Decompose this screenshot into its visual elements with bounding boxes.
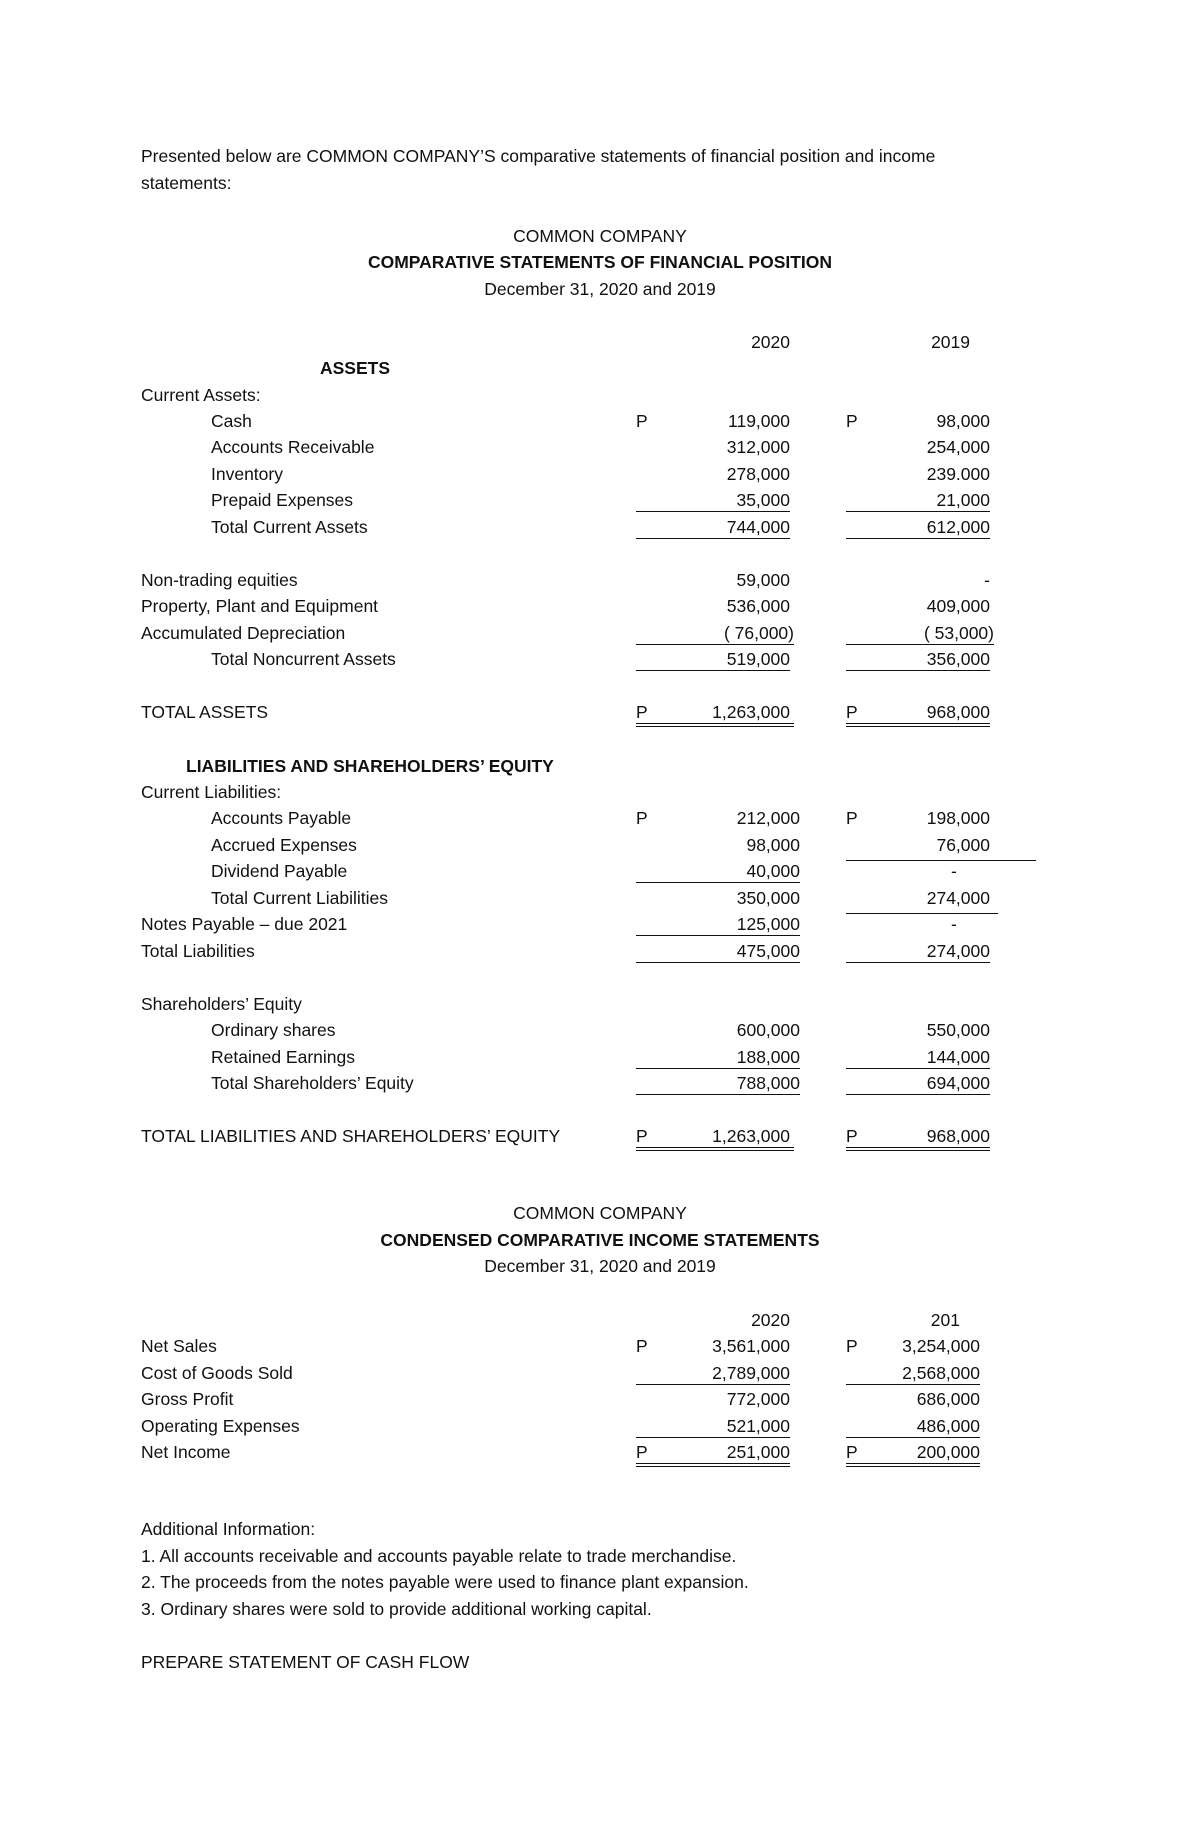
os-label: Ordinary shares [211, 1020, 336, 1040]
accrued-2020: 98,000 [746, 835, 800, 855]
accdep-label: Accumulated Depreciation [141, 623, 346, 643]
is-company: COMMON COMPANY [513, 1203, 687, 1223]
ns-label: Net Sales [141, 1336, 217, 1356]
inventory-2020: 278,000 [726, 464, 790, 484]
task-instruction: PREPARE STATEMENT OF CASH FLOW [141, 1652, 470, 1672]
assets-heading: ASSETS [320, 358, 391, 378]
tlse-2019-cell [846, 1125, 990, 1151]
tl-label: Total Liabilities [141, 941, 255, 961]
ap-2019: 198,000 [926, 808, 990, 828]
divpay-2019: - [951, 861, 957, 881]
tnca-2020: 519,000 [636, 648, 790, 671]
peso-sign: P [636, 1442, 648, 1462]
gp-2020: 772,000 [726, 1389, 790, 1409]
ar-2019: 254,000 [926, 437, 990, 457]
np-2019: - [951, 914, 957, 934]
ta-2019-cell [846, 701, 990, 727]
ns-2019: 3,254,000 [902, 1336, 980, 1356]
is-col-2020: 2020 [751, 1310, 790, 1330]
ppe-2019: 409,000 [926, 596, 990, 616]
tlse-label: TOTAL LIABILITIES AND SHAREHOLDERS’ EQUITY [141, 1126, 561, 1146]
additional-heading: Additional Information: [141, 1519, 316, 1539]
peso-sign: P [636, 702, 648, 722]
se-label: Shareholders’ Equity [141, 994, 302, 1014]
accdep-2019: ( 53,000) [846, 622, 994, 645]
tlse-2019: 968,000 [926, 1126, 990, 1146]
is-title: CONDENSED COMPARATIVE INCOME STATEMENTS [380, 1230, 820, 1250]
intro-line-1: Presented below are COMMON COMPANY’S comparative statements of financial position and income [141, 146, 936, 166]
np-2019-cell [846, 913, 998, 934]
divpay-label: Dividend Payable [211, 861, 348, 881]
ap-label: Accounts Payable [211, 808, 352, 828]
intro-line-2: statements: [141, 173, 232, 193]
sfp-col-2019: 2019 [931, 332, 970, 352]
ta-label: TOTAL ASSETS [141, 702, 269, 722]
ppe-2020: 536,000 [726, 596, 790, 616]
tse-2019: 694,000 [846, 1072, 990, 1095]
ta-2020: 1,263,000 [712, 702, 790, 722]
peso-sign: P [636, 808, 648, 828]
peso-sign: P [636, 411, 648, 431]
ar-2020: 312,000 [726, 437, 790, 457]
ni-2019: 200,000 [916, 1442, 980, 1462]
peso-sign: P [846, 411, 858, 431]
ar-label: Accounts Receivable [211, 437, 375, 457]
cash-label: Cash [211, 411, 252, 431]
nte-2020: 59,000 [736, 570, 790, 590]
current-liab-label: Current Liabilities: [141, 782, 282, 802]
ni-2020-cell [636, 1441, 790, 1467]
divpay-2020: 40,000 [636, 860, 800, 883]
np-label: Notes Payable – due 2021 [141, 914, 348, 934]
opex-2019: 486,000 [846, 1415, 980, 1438]
os-2019: 550,000 [926, 1020, 990, 1040]
ni-2020: 251,000 [726, 1442, 790, 1462]
additional-item: 2. The proceeds from the notes payable were used to finance plant expansion. [141, 1572, 749, 1592]
np-2020: 125,000 [636, 913, 800, 936]
prepaid-2020: 35,000 [636, 489, 790, 512]
peso-sign: P [636, 1126, 648, 1146]
ta-2019: 968,000 [926, 702, 990, 722]
opex-2020: 521,000 [636, 1415, 790, 1438]
tca-2019: 612,000 [846, 516, 990, 539]
sfp-title: COMPARATIVE STATEMENTS OF FINANCIAL POSITION [367, 252, 833, 272]
peso-sign: P [846, 1442, 858, 1462]
current-assets-label: Current Assets: [141, 385, 261, 405]
peso-sign: P [846, 808, 858, 828]
liab-heading: LIABILITIES AND SHAREHOLDERS’ EQUITY [186, 756, 554, 776]
tca-2020: 744,000 [636, 516, 790, 539]
prepaid-2019: 21,000 [846, 489, 990, 512]
peso-sign: P [846, 1336, 858, 1356]
tlse-2020-cell [636, 1125, 794, 1151]
tcl-2019: 274,000 [926, 888, 990, 908]
accdep-2020: ( 76,000) [636, 622, 794, 645]
tl-2019: 274,000 [846, 940, 990, 963]
tnca-label: Total Noncurrent Assets [211, 649, 396, 669]
peso-sign: P [636, 1336, 648, 1356]
re-label: Retained Earnings [211, 1047, 355, 1067]
sfp-date: December 31, 2020 and 2019 [484, 279, 716, 299]
cogs-label: Cost of Goods Sold [141, 1363, 293, 1383]
ppe-label: Property, Plant and Equipment [141, 596, 379, 616]
tnca-2019: 356,000 [846, 648, 990, 671]
sfp-col-2020: 2020 [751, 332, 790, 352]
inventory-label: Inventory [211, 464, 283, 484]
peso-sign: P [846, 1126, 858, 1146]
re-2020: 188,000 [636, 1046, 800, 1069]
inventory-2019: 239.000 [926, 464, 990, 484]
is-date: December 31, 2020 and 2019 [484, 1256, 716, 1276]
os-2020: 600,000 [736, 1020, 800, 1040]
accrued-label: Accrued Expenses [211, 835, 357, 855]
ap-2020: 212,000 [736, 808, 800, 828]
sfp-company: COMMON COMPANY [513, 226, 687, 246]
gp-label: Gross Profit [141, 1389, 234, 1409]
nte-label: Non-trading equities [141, 570, 298, 590]
tse-2020: 788,000 [636, 1072, 800, 1095]
divpay-2019-cell [846, 860, 1036, 881]
tca-label: Total Current Assets [211, 517, 368, 537]
tse-label: Total Shareholders’ Equity [211, 1073, 414, 1093]
ni-label: Net Income [141, 1442, 231, 1462]
cogs-2019: 2,568,000 [846, 1362, 980, 1385]
is-col-2019: 201 [930, 1310, 960, 1330]
ta-2020-cell [636, 701, 794, 727]
additional-item: 3. Ordinary shares were sold to provide additional working capital. [141, 1599, 652, 1619]
tlse-2020: 1,263,000 [712, 1126, 790, 1146]
tl-2020: 475,000 [636, 940, 800, 963]
gp-2019: 686,000 [916, 1389, 980, 1409]
opex-label: Operating Expenses [141, 1416, 300, 1436]
re-2019: 144,000 [846, 1046, 990, 1069]
additional-item: 1. All accounts receivable and accounts payable relate to trade merchandise. [141, 1546, 737, 1566]
prepaid-label: Prepaid Expenses [211, 490, 354, 510]
ns-2020: 3,561,000 [712, 1336, 790, 1356]
cogs-2020: 2,789,000 [636, 1362, 790, 1385]
accrued-2019: 76,000 [936, 835, 990, 855]
nte-2019: - [984, 570, 990, 590]
tcl-label: Total Current Liabilities [211, 888, 389, 908]
cash-2020: 119,000 [728, 411, 790, 431]
ni-2019-cell [846, 1441, 980, 1467]
peso-sign: P [846, 702, 858, 722]
cash-2019: 98,000 [936, 411, 990, 431]
tcl-2020: 350,000 [736, 888, 800, 908]
